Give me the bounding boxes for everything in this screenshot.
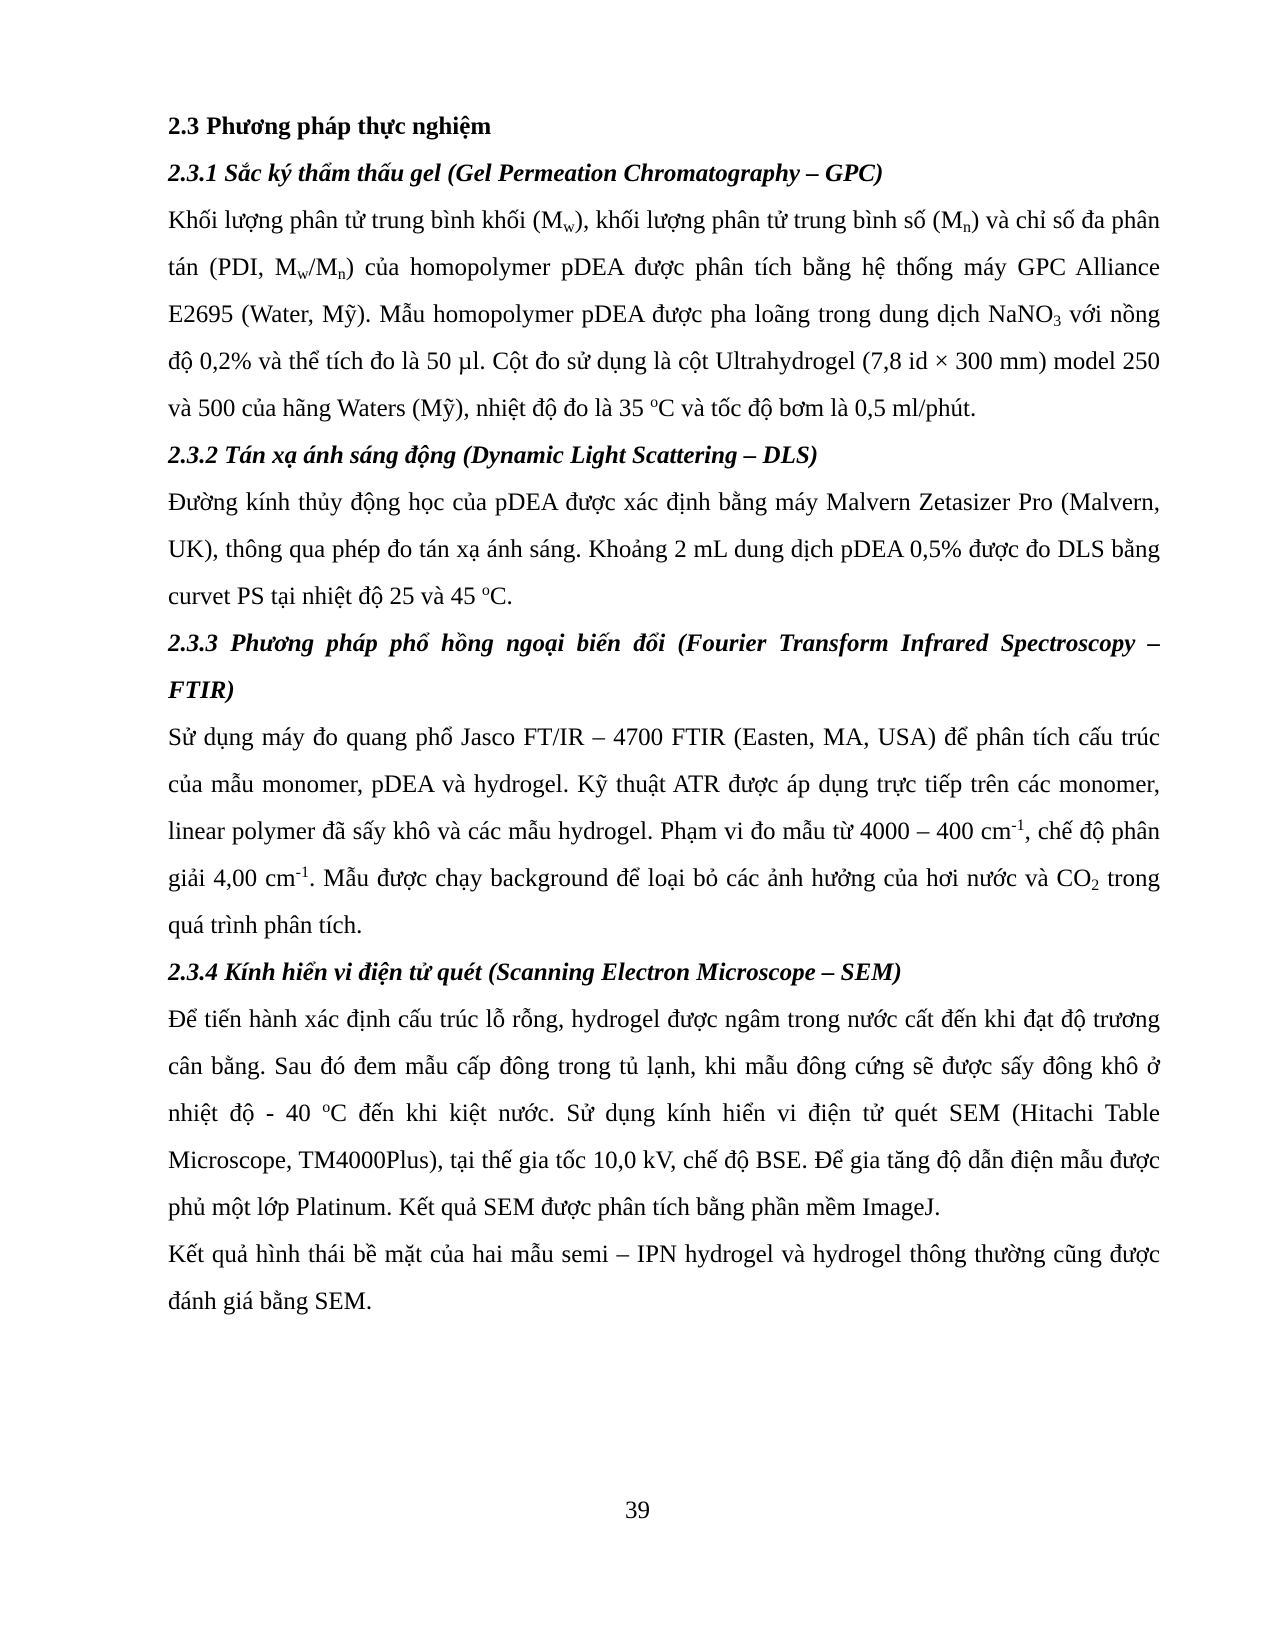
paragraph-dls: Đường kính thủy động học của pDEA được xác định bằng máy Malvern Zetasizer Pro (Malvern, UK), thông qua phép đo tán xạ ánh sáng. Khoảng 2 mL dung dịch pDEA 0,5% được đo DLS bằng curvet PS tại nhiệt độ 25 và 45 $^o$C. xyxy=(168,489,1160,610)
section-heading-2-3 xyxy=(168,103,1160,150)
subsection-heading-2-3-1: 2.3.1 Sắc ký thẩm thấu gel (Gel Permeation Chromatography – GPC) xyxy=(168,160,884,187)
heading-number: 2.3 xyxy=(168,113,200,140)
paragraph-ftir: Sử dụng máy đo quang phổ Jasco FT/IR – 4700 FTIR (Easten, MA, USA) để phân tích cấu trúc của mẫu monomer, pDEA và hydrogel. Kỹ thuật ATR được áp dụng trực tiếp trên các monomer, linear polymer đã sấy khô và các mẫu hydrogel. Phạm vi đo mẫu từ 4000 – 400 $cm^{-1}$, chế độ phân giải 4,00 $cm^{-1}$. Mẫu được chạy background để loại bỏ các ảnh hưởng của hơi nước và $CO_2$ trong quá trình phân tích. xyxy=(168,724,1160,939)
paragraph-sem-morphology: Kết quả hình thái bề mặt của hai mẫu semi – IPN hydrogel và hydrogel thông thường cũng được đánh giá bằng SEM. xyxy=(168,1241,1160,1315)
subsection-heading-2-3-3: 2.3.3 Phương pháp phổ hồng ngoại biến đổi (Fourier Transform Infrared Spectroscopy – FTIR) xyxy=(168,630,1160,704)
page-content xyxy=(168,103,1160,1325)
subsection-heading-2-3-4: 2.3.4 Kính hiển vi điện tử quét (Scanning Electron Microscope – SEM) xyxy=(168,959,902,986)
page-number: 39 xyxy=(625,1497,650,1524)
subsection-heading-2-3-2: 2.3.2 Tán xạ ánh sáng động (Dynamic Light Scattering – DLS) xyxy=(168,442,819,469)
heading-title: Phương pháp thực nghiệm xyxy=(206,113,492,140)
paragraph-gpc: Khối lượng phân tử trung bình khối $(M_w)$, khối lượng phân tử trung bình số $(M_n)$ và chỉ số đa phân tán (PDI, $M_w/M_n$) của homopolymer pDEA được phân tích bằng hệ thống máy GPC Alliance E2695 (Water, Mỹ). Mẫu homopolymer pDEA được pha loãng trong dung dịch NaNO$_3$ với nồng độ 0,2% và thể tích đo là 50 µl. Cột đo sử dụng là cột Ultrahydrogel (7,8 id × 300 mm) model 250 và 500 của hãng Waters (Mỹ), nhiệt độ đo là 35 $^o$C và tốc độ bơm là 0,5 ml/phút. xyxy=(168,207,1160,422)
paragraph-sem: Để tiến hành xác định cấu trúc lỗ rỗng, hydrogel được ngâm trong nước cất đến khi đạt độ trương cân bằng. Sau đó đem mẫu cấp đông trong tủ lạnh, khi mẫu đông cứng sẽ được sấy đông khô ở nhiệt độ - 40 $^o$C đến khi kiệt nước. Sử dụng kính hiển vi điện tử quét SEM (Hitachi Table Microscope, TM4000Plus), tại thế gia tốc 10,0 kV, chế độ BSE. Để gia tăng độ dẫn điện mẫu được phủ một lớp Platinum. Kết quả SEM được phân tích bằng phần mềm ImageJ. xyxy=(168,1006,1160,1221)
